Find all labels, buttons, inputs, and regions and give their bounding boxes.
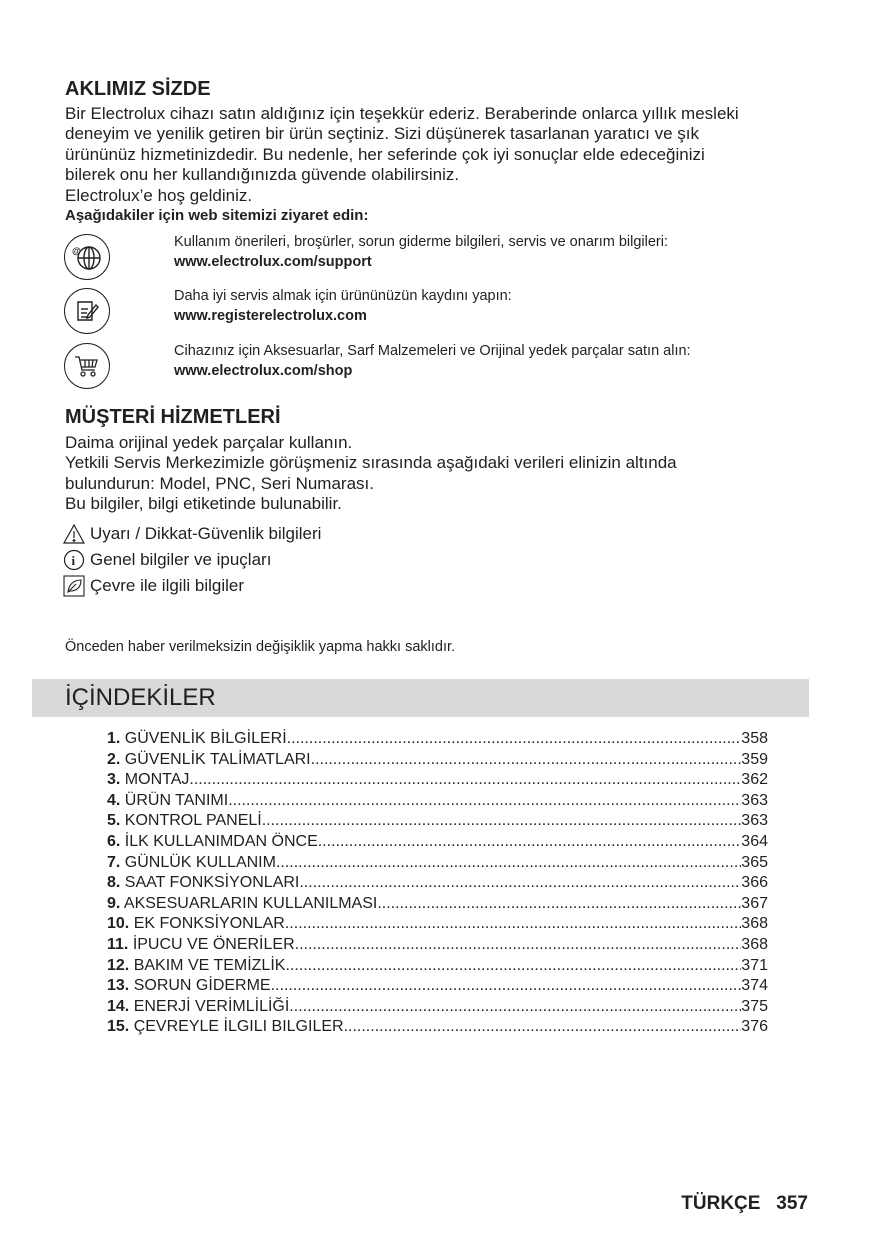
toc-item-page: 375 xyxy=(741,997,768,1015)
intro-title: AKLIMIZ SİZDE xyxy=(65,78,211,100)
toc-leader-dots xyxy=(318,832,742,853)
shop-link[interactable]: www.electrolux.com/shop xyxy=(174,363,353,379)
toc-item-label xyxy=(107,935,295,956)
toc-item-text: SORUN GİDERME xyxy=(133,977,271,995)
globe-icon xyxy=(64,234,110,280)
toc-item[interactable] xyxy=(107,729,768,750)
legend-text: Uyarı / Dikkat-Güvenlik bilgileri xyxy=(90,524,322,543)
toc-item-number: 7. xyxy=(107,853,121,871)
toc-item-page: 371 xyxy=(741,956,768,974)
link-row-register xyxy=(48,286,808,338)
toc-item[interactable] xyxy=(107,894,768,915)
text-line: Yetkili Servis Merkezimizle görüşmeniz sırasında aşağıdaki verileri elinizin altında xyxy=(65,453,677,473)
toc-leader-dots xyxy=(377,894,741,915)
text-line: bilerek onu her kullandığınızda güvende olabilirsiniz. xyxy=(65,165,460,185)
legend-environment xyxy=(63,573,321,599)
toc-item-text: ÜRÜN TANIMI xyxy=(124,791,229,809)
toc-item-label xyxy=(107,811,262,832)
text-line: Bir Electrolux cihazı satın aldığınız için teşekkür ederiz. Beraberinde onlarca yıllık mesleki xyxy=(65,104,739,123)
toc-item-page: 358 xyxy=(741,730,768,747)
toc-leader-dots xyxy=(311,750,742,771)
toc-item[interactable] xyxy=(107,935,768,956)
toc-item[interactable] xyxy=(107,956,768,977)
toc-leader-dots xyxy=(271,976,742,997)
toc-item-label xyxy=(107,770,189,791)
toc-item-number: 3. xyxy=(107,771,121,789)
toc-item-text: İLK KULLANIMDAN ÖNCE xyxy=(124,832,318,850)
toc-item-page: 363 xyxy=(741,812,768,830)
page-number: 357 xyxy=(776,1193,808,1214)
toc-item-text: ENERJİ VERİMLİLİĞİ xyxy=(133,997,290,1015)
toc-item[interactable] xyxy=(107,997,768,1018)
toc-item-number: 5. xyxy=(107,812,121,830)
toc-item-text: İPUCU VE ÖNERİLER xyxy=(132,935,295,953)
toc-item-label xyxy=(107,791,228,812)
svg-text:i: i xyxy=(71,553,76,568)
table-of-contents xyxy=(107,729,768,1038)
toc-item-page: 365 xyxy=(741,853,768,871)
text-line: deneyim ve yenilik getiren bir ürün seçtiniz. Sizi düşünerek tasarlanan yaratıcı ve şık xyxy=(65,124,700,144)
legend-info xyxy=(63,547,321,573)
toc-item-label xyxy=(107,976,271,997)
toc-item-label xyxy=(107,894,377,915)
link-row-shop xyxy=(48,341,808,393)
toc-item-number: 12. xyxy=(107,956,130,974)
toc-item-number: 6. xyxy=(107,832,121,850)
toc-leader-dots xyxy=(287,729,742,750)
customer-title: MÜŞTERİ HİZMETLERİ xyxy=(65,406,281,428)
leaf-icon xyxy=(63,575,85,597)
toc-item-text: ÇEVREYLE İLGILI BILGILER xyxy=(133,1018,344,1036)
toc-item-number: 8. xyxy=(107,874,121,892)
toc-item[interactable] xyxy=(107,1017,768,1038)
toc-item-number: 11. xyxy=(107,935,129,953)
toc-item-number: 4. xyxy=(107,791,121,809)
toc-item[interactable] xyxy=(107,811,768,832)
toc-leader-dots xyxy=(262,811,742,832)
link-row-support xyxy=(48,232,808,284)
toc-item-text: SAAT FONKSİYONLARI xyxy=(124,874,300,892)
warning-icon xyxy=(63,524,85,544)
toc-item[interactable] xyxy=(107,914,768,935)
toc-item-number: 9. xyxy=(107,894,121,912)
toc-item-text: EK FONKSİYONLAR xyxy=(133,915,285,933)
legend-text: Çevre ile ilgili bilgiler xyxy=(90,576,244,595)
toc-leader-dots xyxy=(344,1017,742,1038)
text-line: bulundurun: Model, PNC, Seri Numarası. xyxy=(65,473,374,493)
toc-item-label xyxy=(107,873,299,894)
toc-item-page: 366 xyxy=(741,874,768,892)
toc-item-page: 367 xyxy=(741,894,768,912)
toc-item-text: GÜVENLİK TALİMATLARI xyxy=(124,750,311,768)
toc-item-label xyxy=(107,956,285,977)
toc-item-number: 1. xyxy=(107,730,121,747)
toc-item-text: BAKIM VE TEMİZLİK xyxy=(133,956,286,974)
toc-item[interactable] xyxy=(107,791,768,812)
toc-item-text: AKSESUARLARIN KULLANILMASI xyxy=(123,894,378,912)
toc-item-page: 368 xyxy=(741,935,768,953)
toc-item-label xyxy=(107,750,311,771)
toc-item-number: 15. xyxy=(107,1018,130,1036)
toc-item-page: 359 xyxy=(741,750,768,768)
customer-paragraph xyxy=(65,433,677,515)
toc-leader-dots xyxy=(189,770,741,791)
toc-leader-dots xyxy=(295,935,742,956)
toc-item[interactable] xyxy=(107,770,768,791)
link-description: Daha iyi servis almak için ürününüzün kaydını yapın: xyxy=(174,288,512,304)
link-description: Kullanım önerileri, broşürler, sorun giderme bilgileri, servis ve onarım bilgileri: xyxy=(174,234,668,250)
visit-label: Aşağıdakiler için web sitemizi ziyaret edin: xyxy=(65,207,369,225)
text-line: Daima orijinal yedek parçalar kullanın. xyxy=(65,433,353,452)
toc-header xyxy=(32,679,809,717)
disclaimer-note: Önceden haber verilmeksizin değişiklik yapma hakkı saklıdır. xyxy=(65,639,456,655)
toc-leader-dots xyxy=(285,914,741,935)
toc-item-text: GÜNLÜK KULLANIM xyxy=(124,853,276,871)
toc-item-page: 376 xyxy=(741,1018,768,1036)
toc-item-label xyxy=(107,1017,344,1038)
toc-leader-dots xyxy=(285,956,741,977)
toc-item-label xyxy=(107,997,289,1018)
toc-item-label xyxy=(107,729,287,750)
svg-text:@: @ xyxy=(72,246,81,256)
toc-title: İÇİNDEKİLER xyxy=(65,684,216,711)
register-link[interactable]: www.registerelectrolux.com xyxy=(174,308,367,324)
toc-item-page: 362 xyxy=(741,771,768,789)
toc-leader-dots xyxy=(299,873,741,894)
toc-item[interactable] xyxy=(107,750,768,771)
toc-item-number: 2. xyxy=(107,750,121,768)
text-line: Electrolux’e hoş geldiniz. xyxy=(65,185,253,205)
toc-item-page: 374 xyxy=(741,977,768,995)
legend-warning xyxy=(63,521,321,547)
intro-paragraph xyxy=(65,104,739,226)
page-footer xyxy=(681,1193,808,1215)
toc-item[interactable] xyxy=(107,976,768,997)
toc-item-page: 364 xyxy=(741,832,768,850)
toc-item-label xyxy=(107,853,276,874)
toc-item-number: 10. xyxy=(107,915,130,933)
toc-item[interactable] xyxy=(107,873,768,894)
legend-text: Genel bilgiler ve ipuçları xyxy=(90,550,272,569)
toc-item-page: 368 xyxy=(741,915,768,933)
toc-leader-dots xyxy=(276,853,741,874)
toc-item-page: 363 xyxy=(741,791,768,809)
toc-leader-dots xyxy=(228,791,741,812)
toc-item-text: GÜVENLİK BİLGİLERİ xyxy=(124,730,287,747)
support-link[interactable]: www.electrolux.com/support xyxy=(174,254,372,270)
toc-item[interactable] xyxy=(107,853,768,874)
shopping-cart-icon xyxy=(64,343,110,389)
toc-item[interactable] xyxy=(107,832,768,853)
toc-item-number: 13. xyxy=(107,977,130,995)
toc-item-label xyxy=(107,914,285,935)
register-icon xyxy=(64,288,110,334)
toc-item-number: 14. xyxy=(107,997,130,1015)
text-line: ürününüz hizmetinizdedir. Bu nedenle, her seferinde çok iyi sonuçlar elde edeceğinizi xyxy=(65,144,705,164)
info-icon xyxy=(63,549,85,571)
toc-item-label xyxy=(107,832,318,853)
symbol-legend xyxy=(63,521,321,599)
footer-language: TÜRKÇE xyxy=(681,1193,761,1214)
text-line: Bu bilgiler, bilgi etiketinde bulunabilir. xyxy=(65,494,342,514)
link-description: Cihazınız için Aksesuarlar, Sarf Malzemeleri ve Orijinal yedek parçalar satın alın: xyxy=(174,343,691,359)
toc-item-text: KONTROL PANELİ xyxy=(124,812,262,830)
toc-item-text: MONTAJ xyxy=(124,771,190,789)
toc-leader-dots xyxy=(289,997,741,1018)
